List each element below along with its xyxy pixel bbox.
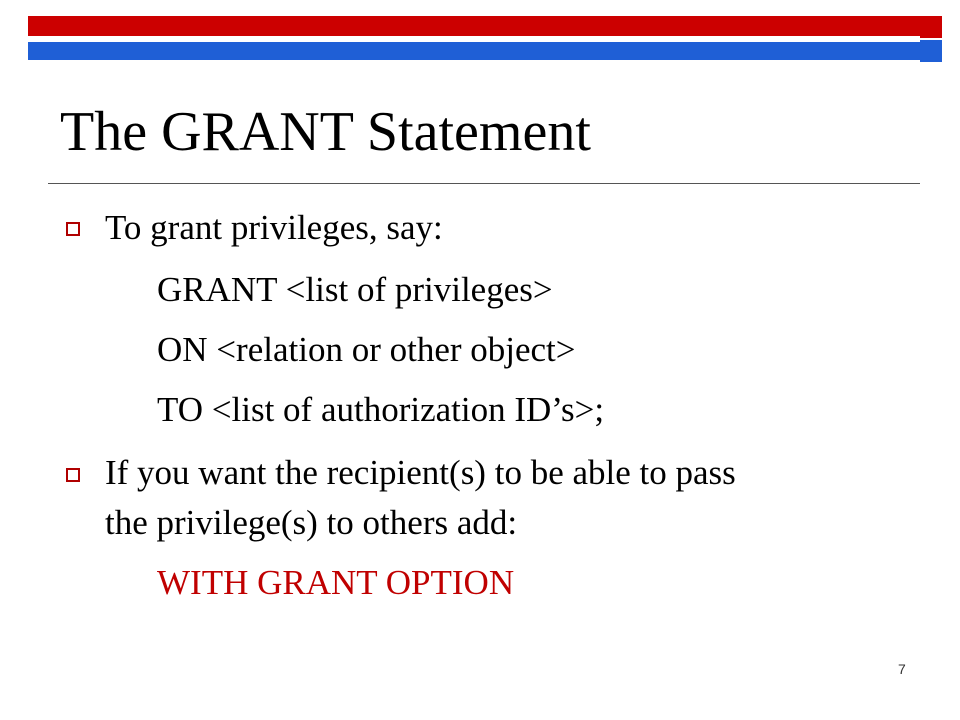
bullet-square-icon bbox=[66, 468, 80, 482]
header-red-square bbox=[920, 16, 942, 38]
slide-title: The GRANT Statement bbox=[60, 101, 591, 163]
header-blue-bar bbox=[28, 42, 920, 60]
bullet-1-text: To grant privileges, say: bbox=[105, 208, 443, 247]
header-blue-square bbox=[920, 40, 942, 62]
header-red-bar bbox=[28, 16, 920, 36]
code-line-to: TO <list of authorization ID’s>; bbox=[157, 390, 605, 429]
code-line-on: ON <relation or other object> bbox=[157, 330, 576, 369]
title-underline bbox=[48, 183, 920, 184]
bullet-2-text-line1: If you want the recipient(s) to be able to pass bbox=[105, 453, 736, 492]
with-grant-option-text: WITH GRANT OPTION bbox=[157, 563, 515, 602]
bullet-square-icon bbox=[66, 222, 80, 236]
slide-number: 7 bbox=[898, 661, 906, 677]
code-line-grant: GRANT <list of privileges> bbox=[157, 270, 553, 309]
bullet-2-text-line2: the privilege(s) to others add: bbox=[105, 503, 518, 542]
